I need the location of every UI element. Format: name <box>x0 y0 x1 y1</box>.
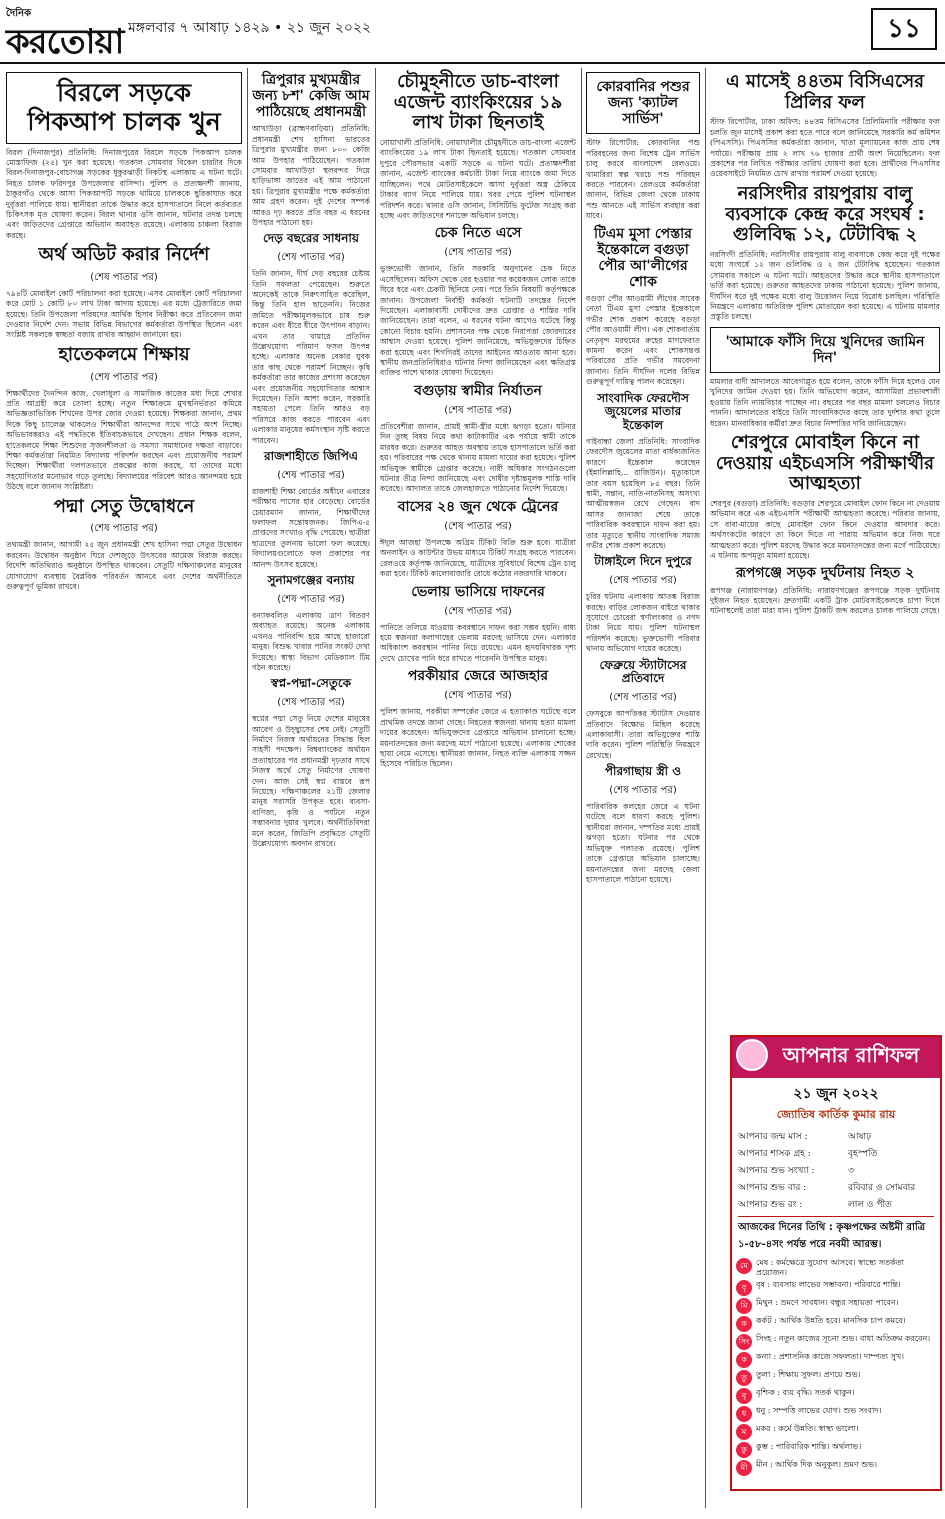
horoscope-header <box>732 1037 940 1078</box>
zodiac-icon: ক <box>736 1316 752 1332</box>
zodiac-icon: ম <box>736 1424 752 1440</box>
headline-suicide: শেরপুরে মোবাইল কিনে না দেওয়ায় এইচএসসি পরীক্ষার্থীর আত্মহত্যা <box>715 431 935 495</box>
article-body: পানিতে তলিয়ে যাওয়ায় কবরস্থানে দাফন করা সম্ভব হয়নি। বাধ্য হয়ে স্বজনরা কলাগাছের ভেলায় মরদেহ ভাসিয়ে দেন। এলাকার অধিকাংশ কবরস্থান পানির নিচে রয়েছে। এমন হৃদয়বিদারক দৃশ্য দেখে চোখের পানি ধরে রাখতে পারেননি উপস্থিত মানুষ। <box>380 622 576 663</box>
zodiac-icon: বৃ <box>736 1280 752 1296</box>
zodiac-text: তুলা : শিক্ষায় সুফল। প্রণয়ে শুভ। <box>756 1370 861 1379</box>
zodiac-text: মকর : কর্মে উন্নতি। স্বাস্থ্য ভালো। <box>756 1424 859 1433</box>
zodiac-text: কুম্ভ : পারিবারিক শান্তি। অর্থলাভ। <box>756 1442 862 1451</box>
horoscope-box <box>730 1035 942 1491</box>
zodiac-sign-item <box>736 1258 936 1278</box>
headline-bcs-result: এ মাসেই ৪৪তম বিসিএসের প্রিলির ফল <box>726 71 924 113</box>
zodiac-sign-item <box>736 1334 936 1350</box>
article-body: চুরির ঘটনায় এলাকায় আতঙ্ক বিরাজ করছে। বাড়ির লোকজন বাইরে থাকার সুযোগে চোরেরা স্বর্ণালংকার ও নগদ টাকা নিয়ে যায়। পুলিশ ঘটনাস্থল পরিদর্শন করেছে। ভুক্তভোগী পরিবার থানায় অভিযোগ দায়ের করেছে। <box>586 592 700 654</box>
column-4 <box>586 68 700 1513</box>
column-rule <box>375 68 376 1508</box>
headline-quote: 'আমাকে ফাঁসি দিয়ে খুনিদের জামিন দিন' <box>710 327 940 373</box>
horoscope-fact-row <box>738 1163 934 1178</box>
article-body: নরসিংদী প্রতিনিধি: নরসিংদীর রায়পুরায় বালু ব্যবসাকে কেন্দ্র করে দুই পক্ষের মধ্যে সংঘর্ষে ১২ জন গুলিবিদ্ধ ও ২ জন টেটাবিদ্ধ হয়েছেন। গতকাল সোমবার সকালে এ ঘটনা ঘটে। আহতদের উদ্ধার করে স্থানীয় হাসপাতালে ভর্তি করা হয়েছে। গুরুতর আহতদের ঢাকায় পাঠানো হয়েছে। পুলিশ জানায়, দীর্ঘদিন ধরে দুই পক্ষের মধ্যে বালু উত্তোলন নিয়ে বিরোধ চলছিল। পরিস্থিতি নিয়ন্ত্রণে এলাকায় অতিরিক্ত পুলিশ মোতায়েন করা হয়েছে। এ ঘটনায় মামলার প্রস্তুতি চলছে। <box>710 249 940 322</box>
horoscope-fact-row <box>738 1197 934 1212</box>
fact-value: আষাঢ় <box>848 1132 871 1142</box>
headline-continued: দেড় বছরের সাধনায় <box>263 231 359 246</box>
continued-label: (শেষ পাতার পর) <box>444 404 512 416</box>
zodiac-text: বৃশ্চিক : ব্যয় বৃদ্ধি। সতর্ক থাকুন। <box>756 1388 855 1397</box>
zodiac-sign-item <box>736 1424 936 1440</box>
column-1 <box>6 68 242 1513</box>
headline-continued: চেক নিতে এসে <box>434 225 522 242</box>
headline-continued: বাসের ২৪ জুন থেকে ট্রেনের <box>397 498 559 515</box>
headline-continued: টাঙ্গাইলে দিনে দুপুরে <box>594 554 692 569</box>
horoscope-date: ২১ জুন ২০২২ <box>793 1086 879 1102</box>
zodiac-icon: মি <box>736 1298 752 1314</box>
zodiac-sign-list <box>732 1258 940 1476</box>
article-body: ভুক্তভোগী জানান, তিনি সরকারি অনুদানের চেক নিতে এসেছিলেন। অফিস থেকে বের হওয়ার পর কয়েকজন লোক তাকে ঘিরে ধরে এবং চেকটি ছিনিয়ে নেয়। পরে তিনি বিষয়টি কর্তৃপক্ষকে জানান। উপজেলা নির্বাহী কর্মকর্তা ঘটনাটি তদন্তের নির্দেশ দিয়েছেন। এলাকাবাসী দোষীদের দ্রুত গ্রেপ্তার ও শাস্তির দাবি জানিয়েছেন। তারা বলেন, এ ধরনের ঘটনা আগেও ঘটেছে কিন্তু কোনো বিচার হয়নি। প্রশাসনের পক্ষ থেকে নিরাপত্তা জোরদারের আশ্বাস দেওয়া হয়েছে। পুলিশ জানিয়েছে, অভিযুক্তদের চিহ্নিত করা হয়েছে এবং শিগগিরই তাদের আইনের আওতায় আনা হবে। স্থানীয় জনপ্রতিনিধিরাও ঘটনার নিন্দা জানিয়েছেন এবং ক্ষতিগ্রস্ত ব্যক্তির পাশে থাকার ঘোষণা দিয়েছেন। <box>380 264 576 378</box>
zodiac-text: ধনু : সম্পত্তি লাভের যোগ। শুভ সংবাদ। <box>756 1406 882 1415</box>
headline-continued: পরকীয়ার জেরে আজহার <box>407 668 549 685</box>
zodiac-text: মেষ : কর্মক্ষেত্রে সুযোগ আসবে। স্বাস্থ্যে সতর্কতা প্রয়োজন। <box>756 1258 904 1277</box>
headline-continued: পীরগাছায় স্ত্রী ও <box>604 764 682 779</box>
headline-cattle-service: কোরবানির পশুর জন্য 'ক্যাটল সার্ভিস' <box>586 72 700 134</box>
continued-label: (শেষ পাতার পর) <box>90 271 158 283</box>
zodiac-icon: ধ <box>736 1406 752 1422</box>
article-body: গাইবান্ধা জেলা প্রতিনিধি: সাংবাদিক ফেরদৌস জুয়েলের মাতা বার্ধক্যজনিত কারণে ইন্তেকাল করেছেন (ইন্নালিল্লাহি... রাজিউন)। মৃত্যুকালে তার বয়স হয়েছিল ৮৫ বছর। তিনি স্বামী, সন্তান, নাতি-নাতনিসহ অসংখ্য আত্মীয়স্বজন রেখে গেছেন। বাদ আসর জানাজা শেষে তাকে পারিবারিক কবরস্থানে দাফন করা হয়। তার মৃত্যুতে স্থানীয় সাংবাদিক সমাজ গভীর শোক প্রকাশ করেছে। <box>586 436 700 551</box>
page-number: ১১ <box>871 8 937 50</box>
headline-continued: ফেব্রুয়ে স্ট্যাটাসের প্রতিবাদে <box>599 657 687 686</box>
continued-label: (শেষ পাতার পর) <box>444 247 512 259</box>
fact-label: আপনার জন্ম মাস : <box>738 1132 808 1142</box>
zodiac-wheel-icon <box>736 1039 768 1071</box>
continued-label: (শেষ পাতার পর) <box>444 520 512 532</box>
continued-label: (শেষ পাতার পর) <box>90 371 158 383</box>
masthead <box>0 0 945 64</box>
tithi-note: আজকের দিনের তিথি : কৃষ্ণপক্ষের অষ্টমী রাত্রি ১-৫৮-৪সং পর্যন্ত পরে নবমী আরম্ভ। <box>738 1216 934 1254</box>
headline-mango-gift: ত্রিপুরার মুখ্যমন্ত্রীর জন্য ৮শ' কেজি আম পাঠিয়েছে প্রধানমন্ত্রী <box>252 72 370 121</box>
horoscope-fact-row <box>738 1129 934 1144</box>
article-body: রাজশাহী শিক্ষা বোর্ডের অধীনে এবারের পরীক্ষায় পাসের হার বেড়েছে। বোর্ডের চেয়ারম্যান জানান, শিক্ষার্থীদের ফলাফল সন্তোষজনক। জিপিএ-৫ প্রাপ্তদের সংখ্যাও বৃদ্ধি পেয়েছে। ছাত্রীরা ছাত্রদের তুলনায় ভালো ফল করেছে। বিদ্যালয়গুলোতে ফল প্রকাশের পর আনন্দ উৎসব হয়েছে। <box>252 486 370 569</box>
fact-value: বৃহস্পতি <box>848 1149 878 1159</box>
headline-pickup-driver: বিরলে সড়কে পিকআপ চালক খুন <box>6 72 242 144</box>
zodiac-sign-item <box>736 1388 936 1404</box>
article-body: স্টাফ রিপোর্টার: কোরবানির পশু পরিবহনের জন্য বিশেষ ট্রেন সার্ভিস চালু করবে বাংলাদেশ রেলওয়ে। খামারিরা স্বল্প খরচে পশু পরিবহন করতে পারবেন। রেলওয়ে কর্মকর্তারা জানান, বিভিন্ন জেলা থেকে ঢাকায় পশু আনতে এই সার্ভিস ব্যবহার করা যাবে। <box>586 138 700 221</box>
headline-continued: রাজশাহীতে জিপিএ <box>263 449 358 464</box>
fact-label: আপনার শাসক গ্রহ : <box>738 1149 811 1159</box>
dateline: মঙ্গলবার ৭ আষাঢ় ১৪২৯ • ২১ জুন ২০২২ <box>128 20 372 36</box>
column-2 <box>252 68 370 1513</box>
zodiac-sign-item <box>736 1280 936 1296</box>
article-body: স্টাফ রিপোর্টার, ঢাকা অফিস: ৪৪তম বিসিএসের প্রিলিমিনারি পরীক্ষার ফল চলতি জুন মাসেই প্রকাশ করা হতে পারে বলে জানিয়েছে সরকারি কর্ম কমিশন (পিএসসি)। পিএসসির কর্মকর্তারা জানান, খাতা মূল্যায়নের কাজ প্রায় শেষ পর্যায়ে। পরীক্ষায় প্রায় ২ লাখ ৭৬ হাজার প্রার্থী অংশ নিয়েছিলেন। ফল প্রকাশের পর লিখিত পরীক্ষার তারিখ ঘোষণা করা হবে। প্রার্থীদের পিএসসির ওয়েবসাইটে নিয়মিত চোখ রাখার পরামর্শ দেওয়া হয়েছে। <box>710 117 940 179</box>
zodiac-icon: ক <box>736 1352 752 1368</box>
column-rule <box>247 68 248 1508</box>
continued-label: (শেষ পাতার পর) <box>444 605 512 617</box>
article-body: ৭৯৪টি মোবাইল কোর্ট পরিচালনা করা হয়েছে। এসব মোবাইল কোর্ট পরিচালনা করে মোট ১ কোটি ৮০ লাখ টাকা আদায় হয়েছে। এর মধ্যে ট্রেজারিতে জমা হয়েছে। তিনি উপজেলা পরিষদের আর্থিক হিসাব নিরীক্ষা করে প্রতিবেদন জমা দেওয়ার নির্দেশ দেন। সভায় বিভিন্ন বিভাগের কর্মকর্তারা উপস্থিত ছিলেন এবং সংশ্লিষ্ট সকলকে স্বচ্ছতা বজায় রাখার আহ্বান জানানো হয়। <box>6 288 242 340</box>
fact-value: লাল ও পীত <box>848 1200 892 1210</box>
continued-label: (শেষ পাতার পর) <box>444 690 512 702</box>
article-body: বগুড়া পৌর আওয়ামী লীগের সাবেক নেতা টিএম মুসা পেস্তার ইন্তেকালে গভীর শোক প্রকাশ করেছে বগুড়া পৌর আওয়ামী লীগ। এক শোকবার্তায় নেতৃবৃন্দ মরহুমের রুহের মাগফেরাত কামনা করেন এবং শোকসন্তপ্ত পরিবারের প্রতি গভীর সমবেদনা জানান। তিনি দীর্ঘদিন দলের বিভিন্ন গুরুত্বপূর্ণ দায়িত্ব পালন করেছেন। <box>586 293 700 387</box>
horoscope-fact-row <box>738 1180 934 1195</box>
article-body: শেরপুর (বগুড়া) প্রতিনিধি: বগুড়ার শেরপুরে মোবাইল ফোন কিনে না দেওয়ায় অভিমান করে এক এইচএসসি পরীক্ষার্থী আত্মহত্যা করেছে। পরিবার জানায়, সে বাবা-মায়ের কাছে মোবাইল ফোন কিনে দেওয়ার আবদার করে। অর্থসংকটের কারণে তা কিনে দিতে না পারায় অভিমান করে নিজ ঘরে আত্মহত্যা করে। পুলিশ মরদেহ উদ্ধার করে ময়নাতদন্তের জন্য মর্গে পাঠিয়েছে। এ ঘটনায় অপমৃত্যু মামলা হয়েছে। <box>710 499 940 561</box>
column-rule <box>581 68 582 1508</box>
article-body: তিনি জানান, দীর্ঘ দেড় বছরের চেষ্টায় তিনি সফলতা পেয়েছেন। শুরুতে অনেকেই তাকে নিরুৎসাহিত করেছিল, কিন্তু তিনি হাল ছাড়েননি। নিজের জমিতে পরীক্ষামূলকভাবে চাষ শুরু করেন এবং ধীরে ধীরে উৎপাদন বাড়ান। এখন তার খামারে প্রতিদিন উল্লেখযোগ্য পরিমাণ ফসল উৎপন্ন হচ্ছে। এলাকার অনেক বেকার যুবক তার কাছ থেকে পরামর্শ নিচ্ছেন। কৃষি কর্মকর্তারা তার কাজের প্রশংসা করেছেন এবং প্রয়োজনীয় সহযোগিতার আশ্বাস দিয়েছেন। তিনি আশা করেন, সরকারি সহায়তা পেলে তিনি আরও বড় পরিসরে কাজ করতে পারবেন এবং এলাকার মানুষের কর্মসংস্থান সৃষ্টি করতে পারবেন। <box>252 269 370 445</box>
headline-continued: সুনামগঞ্জের বন্যায় <box>267 573 355 588</box>
column-5 <box>710 68 940 1030</box>
fact-value: ৩ <box>848 1166 854 1176</box>
fact-value: রবিবার ও সোমবার <box>848 1183 916 1193</box>
zodiac-sign-item <box>736 1316 936 1332</box>
zodiac-icon: মে <box>736 1258 752 1274</box>
article-body: পারিবারিক কলহের জেরে এ ঘটনা ঘটেছে বলে ধারণা করছে পুলিশ। স্থানীয়রা জানান, দম্পতির মধ্যে প্রায়ই ঝগড়া হতো। ঘটনার পর থেকে অভিযুক্ত পলাতক রয়েছে। পুলিশ তাকে গ্রেপ্তারে অভিযান চালাচ্ছে। ময়নাতদন্তের জন্য মরদেহ জেলা হাসপাতালে পাঠানো হয়েছে। <box>586 802 700 884</box>
zodiac-icon: বৃ <box>736 1388 752 1404</box>
headline-accident: রূপগঞ্জে সড়ক দুর্ঘটনায় নিহত ২ <box>735 565 915 582</box>
article-body: প্রতিবেশীরা জানান, প্রায়ই স্বামী-স্ত্রীর মধ্যে ঝগড়া হতো। ঘটনার দিন তুচ্ছ বিষয় নিয়ে কথা কাটাকাটির এক পর্যায়ে স্বামী তাকে মারধর করে। গুরুতর আহত অবস্থায় তাকে হাসপাতালে ভর্তি করা হয়। পরিবারের পক্ষ থেকে থানায় মামলা দায়ের করা হয়েছে। পুলিশ অভিযুক্ত স্বামীকে গ্রেপ্তার করেছে। নারী অধিকার সংগঠনগুলো ঘটনার তীব্র নিন্দা জানিয়েছে এবং দোষীর দৃষ্টান্তমূলক শাস্তি দাবি করেছে। আদালত তাকে জেলহাজতে পাঠানোর নির্দেশ দিয়েছে। <box>380 421 576 494</box>
zodiac-sign-item <box>736 1370 936 1386</box>
zodiac-icon: সিং <box>736 1334 752 1350</box>
article-body: মামলার বাদী আদালতে আবেগাপ্লুত হয়ে বলেন, তাকে ফাঁসি দিয়ে হলেও যেন খুনিদের জামিন দেওয়া হয়। তিনি অভিযোগ করেন, আসামিরা প্রভাবশালী হওয়ায় তিনি ন্যায়বিচার পাচ্ছেন না। বছরের পর বছর মামলা চললেও বিচার পাননি। আদালতের বাইরে তিনি সাংবাদিকদের কাছে তার দুর্দশার কথা তুলে ধরেন। মানবাধিকার কর্মীরা দ্রুত বিচার নিষ্পত্তির দাবি জানিয়েছেন। <box>710 376 940 428</box>
headline-padma: পদ্মা সেতু উদ্বোধনে <box>53 495 195 517</box>
horoscope-author: জ্যোতিষ কার্তিক কুমার রায় <box>776 1108 896 1121</box>
headline-audit: অর্থ অডিট করার নির্দেশ <box>38 244 210 266</box>
headline-continued: ভেলায় ভাসিয়ে দাফনের <box>411 583 545 600</box>
logo-name: করতোয়া <box>6 22 124 62</box>
horoscope-facts <box>732 1129 940 1212</box>
zodiac-icon: কু <box>736 1442 752 1458</box>
zodiac-sign-item <box>736 1406 936 1422</box>
headline-obituary: সাংবাদিক ফেরদৌস জুয়েলের মাতার ইন্তেকাল <box>597 390 689 433</box>
article-body: শিক্ষার্থীদের দৈনন্দিন কাজ, খেলাধুলা ও সামাজিক কাজের মধ্য দিয়ে শেখার প্রতি আগ্রহী করে তোলা হচ্ছে। নতুন শিক্ষাক্রমে মুখস্থনির্ভরতা কমিয়ে অভিজ্ঞতাভিত্তিক শিখনের উপর জোর দেওয়া হয়েছে। শিক্ষকরা জানান, প্রথম দিকে কিছু চ্যালেঞ্জ থাকলেও শিক্ষার্থীরা আনন্দের সাথে পাঠে অংশ নিচ্ছে। অভিভাবকরাও এই পদ্ধতিকে ইতিবাচকভাবে দেখছেন। প্রধান শিক্ষক বলেন, হাতেকলমে শিক্ষা শিশুদের সৃজনশীলতা ও সমস্যা সমাধানের দক্ষতা বাড়াবে। শিক্ষা কর্মকর্তারা নিয়মিত বিদ্যালয় পরিদর্শন করছেন এবং প্রয়োজনীয় পরামর্শ দিচ্ছেন। শিক্ষার্থীরা দলগতভাবে প্রকল্পের কাজ করছে, যা তাদের মধ্যে সহযোগিতার মনোভাব গড়ে তুলছে। বিদ্যালয়ের পরিবেশ আরও আনন্দময় হয়ে উঠছে বলে জানান সংশ্লিষ্টরা। <box>6 388 242 492</box>
article-body: বন্যাকবলিত এলাকায় ত্রাণ বিতরণ অব্যাহত রয়েছে। অনেক এলাকায় এখনও পানিবন্দি হয়ে আছে হাজারো মানুষ। বিশুদ্ধ খাবার পানির সংকট দেখা দিয়েছে। স্বাস্থ্য বিভাগ মেডিক্যাল টিম গঠন করেছে। <box>252 610 370 672</box>
article-body: ফেসবুকে আপত্তিকর স্ট্যাটাস দেওয়ার প্রতিবাদে বিক্ষোভ মিছিল করেছে এলাকাবাসী। তারা অভিযুক্তের শাস্তি দাবি করেন। পুলিশ পরিস্থিতি নিয়ন্ত্রণে রেখেছে। <box>586 709 700 760</box>
column-3 <box>380 68 576 1513</box>
column-rule <box>705 68 706 1508</box>
horoscope-title: আপনার রাশিফল <box>732 1037 940 1078</box>
zodiac-sign-item <box>736 1298 936 1314</box>
zodiac-text: বৃষ : ব্যবসায় লাভের সম্ভাবনা। পরিবারে শান্তি। <box>756 1280 901 1289</box>
article-body: আখাউড়া (ব্রাহ্মণবাড়িয়া) প্রতিনিধি: প্রধানমন্ত্রী শেখ হাসিনা ভারতের ত্রিপুরার মুখ্যমন্ত্রীর জন্য ৮০০ কেজি আম উপহার পাঠিয়েছেন। গতকাল সোমবার আখাউড়া স্থলবন্দর দিয়ে হাড়িভাঙ্গা জাতের এই আম পাঠানো হয়। ত্রিপুরার মুখ্যমন্ত্রীর পক্ষে কর্মকর্তারা আম গ্রহণ করেন। দুই দেশের সম্পর্ক আরও দৃঢ় করতে প্রতি বছর এ ধরনের উপহার পাঠানো হয়। <box>252 124 370 227</box>
continued-label: (শেষ পাতার পর) <box>277 697 345 709</box>
zodiac-text: মিথুন : ভ্রমণে সাবধান। বন্ধুর সহায়তা পাবেন। <box>756 1298 899 1307</box>
continued-label: (শেষ পাতার পর) <box>609 785 677 797</box>
fact-label: আপনার শুভ সংখ্যা : <box>738 1166 815 1176</box>
headline-continued: স্বপ্ন-পদ্মা-সেতুকে <box>270 676 352 691</box>
headline-clash: নরসিংদীর রায়পুরায় বালু ব্যবসাকে কেন্দ্র করে সংঘর্ষ : গুলিবিদ্ধ ১২, টেটাবিদ্ধ ২ <box>725 182 925 246</box>
zodiac-icon: মী <box>736 1460 752 1476</box>
continued-label: (শেষ পাতার পর) <box>609 692 677 704</box>
fact-label: আপনার শুভ রং : <box>738 1200 803 1210</box>
article-body: স্বপ্নের পদ্মা সেতু নিয়ে দেশের মানুষের আবেগ ও উচ্ছ্বাসের শেষ নেই। সেতুটি নির্মাণে নিজস্ব অর্থায়নের সিদ্ধান্ত ছিল সাহসী পদক্ষেপ। বিশ্বব্যাংকের অর্থায়ন প্রত্যাহারের পর প্রধানমন্ত্রী দৃঢ়তার সাথে নিজস্ব অর্থে সেতু নির্মাণের ঘোষণা দেন। আজ সেই স্বপ্ন বাস্তবে রূপ নিয়েছে। দক্ষিণাঞ্চলের ২১টি জেলার মানুষ সরাসরি উপকৃত হবে। ব্যবসা-বাণিজ্য, কৃষি ও পর্যটনে নতুন সম্ভাবনার দুয়ার খুলবে। অর্থনীতিবিদরা মনে করেন, জিডিপি প্রবৃদ্ধিতে সেতুটি উল্লেখযোগ্য অবদান রাখবে। <box>252 714 370 848</box>
article-body: পুলিশ জানায়, পরকীয়া সম্পর্কের জেরে এ হত্যাকাণ্ড ঘটেছে বলে প্রাথমিক তদন্তে জানা গেছে। নিহতের স্বজনরা থানায় হত্যা মামলা দায়ের করেছেন। অভিযুক্তদের গ্রেপ্তারে অভিযান চালানো হচ্ছে। ময়নাতদন্তের জন্য মরদেহ মর্গে পাঠানো হয়েছে। এলাকায় শোকের ছায়া নেমে এসেছে। স্থানীয়রা জানান, নিহত ব্যক্তি এলাকায় সজ্জন হিসেবে পরিচিত ছিলেন। <box>380 707 576 769</box>
continued-label: (শেষ পাতার পর) <box>277 469 345 481</box>
zodiac-text: মীন : আর্থিক দিক অনুকূল। ভ্রমণ শুভ। <box>756 1460 877 1469</box>
zodiac-icon: তু <box>736 1370 752 1386</box>
zodiac-sign-item <box>736 1442 936 1458</box>
newspaper-logo <box>6 6 124 62</box>
continued-label: (শেষ পাতার পর) <box>277 593 345 605</box>
article-body: তথ্যমন্ত্রী জানান, আগামী ২৫ জুন প্রধানমন্ত্রী শেখ হাসিনা পদ্মা সেতুর উদ্বোধন করবেন। উদ্বোধন অনুষ্ঠান ঘিরে দেশজুড়ে উৎসবের আমেজ বিরাজ করছে। বিদেশি অতিথিরাও অনুষ্ঠানে উপস্থিত থাকবেন। সেতুটি দক্ষিণাঞ্চলের মানুষের যোগাযোগ ব্যবস্থায় বৈপ্লবিক পরিবর্তন আনবে এবং দেশের অর্থনীতিতে গুরুত্বপূর্ণ ভূমিকা রাখবে। <box>6 540 242 591</box>
headline-robbery: চৌমুহনীতে ডাচ-বাংলা এজেন্ট ব্যাংকিংয়ের ১৯ লাখ টাকা ছিনতাই <box>393 71 563 134</box>
continued-label: (শেষ পাতার পর) <box>609 575 677 587</box>
article-body: ঈদুল আজহা উপলক্ষে অগ্রিম টিকিট বিক্রি শুরু হবে। যাত্রীরা অনলাইন ও কাউন্টার উভয় মাধ্যমে টিকিট সংগ্রহ করতে পারবেন। রেলওয়ে কর্তৃপক্ষ জানিয়েছে, যাত্রীদের সুবিধার্থে বিশেষ ট্রেন চালু করা হবে। টিকিট কালোবাজারি রোধে কঠোর নজরদারি থাকবে। <box>380 537 576 579</box>
continued-label: (শেষ পাতার পর) <box>90 523 158 535</box>
zodiac-text: সিংহ : নতুন কাজের সূচনা শুভ। বাধা অতিক্রম করবেন। <box>756 1334 931 1343</box>
headline-condolence: টিএম মুসা পেস্তার ইন্তেকালে বগুড়া পৌর আ'লীগের শোক <box>594 225 692 290</box>
continued-label: (শেষ পাতার পর) <box>277 252 345 264</box>
article-body: নোয়াখালী প্রতিনিধি: নোয়াখালীর চৌমুহনীতে ডাচ-বাংলা এজেন্ট ব্যাংকিংয়ের ১৯ লাখ টাকা ছিনতাই হয়েছে। গতকাল সোমবার দুপুরে পৌরসভার একটি সড়কে এ ঘটনা ঘটে। প্রত্যক্ষদর্শীরা জানান, এজেন্ট ব্যাংকের কর্মচারী টাকা নিয়ে ব্যাংকে জমা দিতে যাচ্ছিলেন। পথে মোটরসাইকেলে আসা দুর্বৃত্তরা অস্ত্র ঠেকিয়ে টাকার ব্যাগ নিয়ে পালিয়ে যায়। খবর পেয়ে পুলিশ ঘটনাস্থল পরিদর্শন করে। থানার ওসি জানান, সিসিটিভি ফুটেজ সংগ্রহ করা হচ্ছে এবং জড়িতদের শনাক্তে অভিযান চলছে। <box>380 138 576 220</box>
zodiac-text: কন্যা : প্রশাসনিক কাজে সফলতা। দাম্পত্য সুখ। <box>756 1352 905 1361</box>
article-body: রূপগঞ্জ (নারায়ণগঞ্জ) প্রতিনিধি: নারায়ণগঞ্জের রূপগঞ্জে সড়ক দুর্ঘটনায় দুইজন নিহত হয়েছেন। দ্রুতগামী একটি ট্রাক মোটরসাইকেলকে চাপা দিলে ঘটনাস্থলেই তারা মারা যান। পুলিশ ট্রাকটি জব্দ করলেও চালক পালিয়ে গেছে। <box>710 585 940 616</box>
horoscope-fact-row <box>738 1146 934 1161</box>
headline-continued: বগুড়ায় স্বামীর নির্যাতন <box>414 382 542 399</box>
fact-label: আপনার শুভ বার : <box>738 1183 807 1193</box>
logo-prefix: দৈনিক <box>6 8 32 19</box>
article-body: বিরল (দিনাজপুর) প্রতিনিধি: দিনাজপুরের বিরলে সড়কে পিকআপ চালক মোস্তাফিজ (২৫) খুন করা হয়েছে। গতকাল সোমবার বিকেল চারটার দিকে বিরল-দিনাজপুর-বোচাগঞ্জ সড়কের ধুকুরঝাড়ী নিকটস্থ এলাকায় এ ঘটনা ঘটে। নিহত চালক ফরিদপুর উপজেলার বাসিন্দা। পুলিশ ও প্রত্যক্ষদর্শী জানায়, ঠাকুরগাঁও থেকে আসা পিকআপটি সড়কে থামিয়ে চালককে ছুরিকাঘাত করে দুর্বৃত্তরা পালিয়ে যায়। স্থানীয়রা তাকে উদ্ধার করে হাসপাতালে নিলে কর্তব্যরত চিকিৎসক মৃত ঘোষণা করেন। বিরল থানার ওসি জানান, ঘটনার তদন্ত চলছে এবং জড়িতদের গ্রেপ্তারে অভিযান অব্যাহত রয়েছে। এলাকায় চাঞ্চল্য বিরাজ করছে। <box>6 147 242 240</box>
headline-education: হাতেকলমে শিক্ষায় <box>58 343 190 365</box>
zodiac-sign-item <box>736 1352 936 1368</box>
zodiac-text: কর্কট : আর্থিক উন্নতি হবে। মানসিক চাপ কমবে। <box>756 1316 906 1325</box>
zodiac-sign-item <box>736 1460 936 1476</box>
